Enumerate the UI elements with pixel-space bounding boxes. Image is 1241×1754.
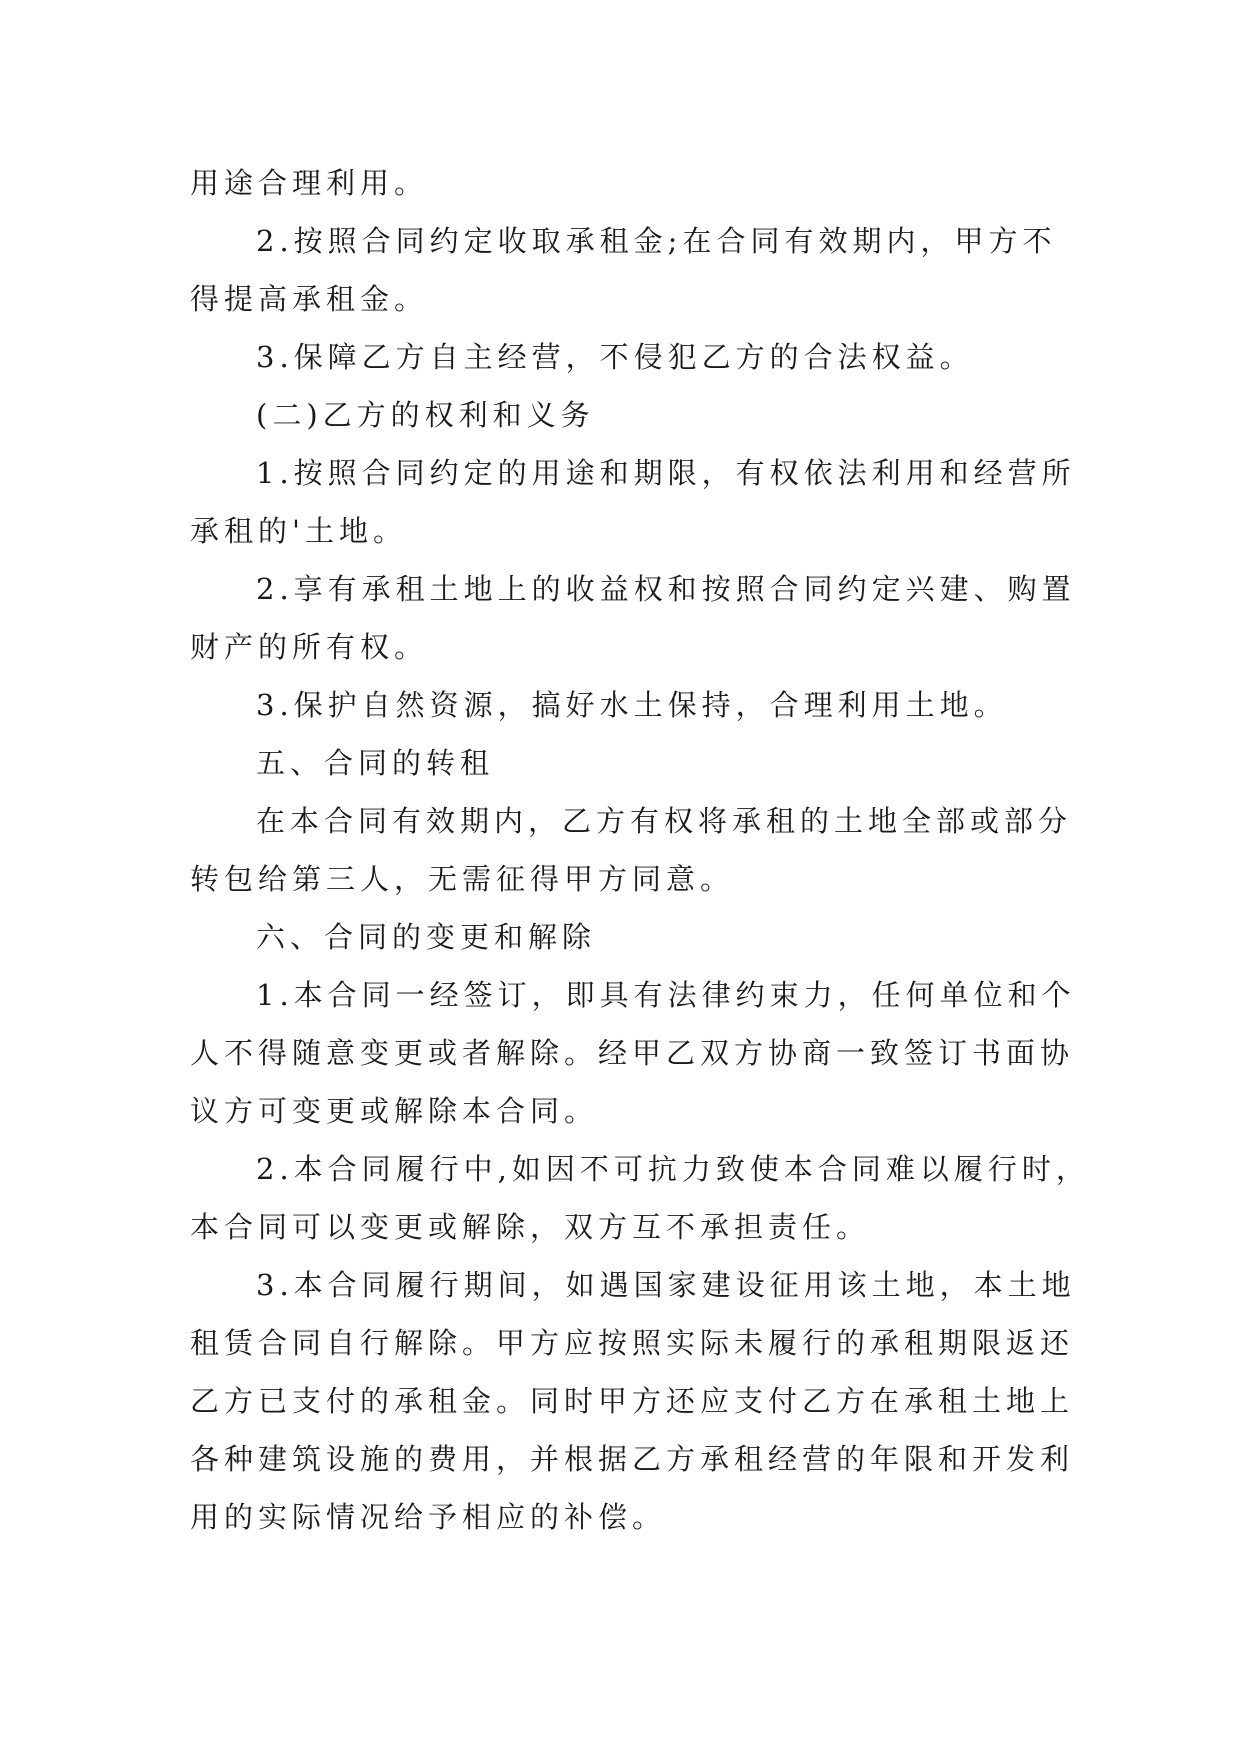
text-line: 本合同可以变更或解除，双方互不承担责任。 — [190, 1210, 871, 1244]
text-line: 2.按照合同约定收取承租金;在合同有效期内，甲方不 — [256, 224, 1057, 258]
text-line: 财产的所有权。 — [190, 630, 429, 664]
text-line: 1.本合同一经签订，即具有法律约束力，任何单位和个 — [256, 978, 1076, 1012]
section-heading: 五、合同的转租 — [256, 746, 495, 780]
text-line: 2.本合同履行中,如因不可抗力致使本合同难以履行时， — [256, 1152, 1090, 1186]
text-line: 在本合同有效期内，乙方有权将承租的土地全部或部分 — [256, 804, 1073, 838]
text-line: 3.保护自然资源，搞好水土保持，合理利用土地。 — [256, 688, 1008, 722]
contract-text-body — [190, 154, 1090, 1546]
text-line: 2.享有承租土地上的收益权和按照合同约定兴建、购置 — [256, 572, 1076, 606]
text-line: 承租的'土地。 — [190, 514, 407, 548]
text-line: 1.按照合同约定的用途和期限，有权依法利用和经营所 — [256, 456, 1076, 490]
text-line: 得提高承租金。 — [190, 282, 429, 316]
text-line: 3.保障乙方自主经营，不侵犯乙方的合法权益。 — [256, 340, 974, 374]
text-line: 乙方已支付的承租金。同时甲方还应支付乙方在承租土地上 — [190, 1384, 1075, 1418]
text-line: 转包给第三人，无需征得甲方同意。 — [190, 862, 735, 896]
text-line: 租赁合同自行解除。甲方应按照实际未履行的承租期限返还 — [190, 1326, 1075, 1360]
section-heading: (二)乙方的权利和义务 — [256, 398, 595, 432]
text-line: 3.本合同履行期间，如遇国家建设征用该土地，本土地 — [256, 1268, 1076, 1302]
text-line: 各种建筑设施的费用，并根据乙方承租经营的年限和开发利 — [190, 1442, 1075, 1476]
section-heading: 六、合同的变更和解除 — [256, 920, 597, 954]
text-line: 议方可变更或解除本合同。 — [190, 1094, 599, 1128]
text-line: 用的实际情况给予相应的补偿。 — [190, 1500, 667, 1534]
text-line: 用途合理利用。 — [190, 166, 429, 200]
text-line: 人不得随意变更或者解除。经甲乙双方协商一致签订书面协 — [190, 1036, 1075, 1070]
